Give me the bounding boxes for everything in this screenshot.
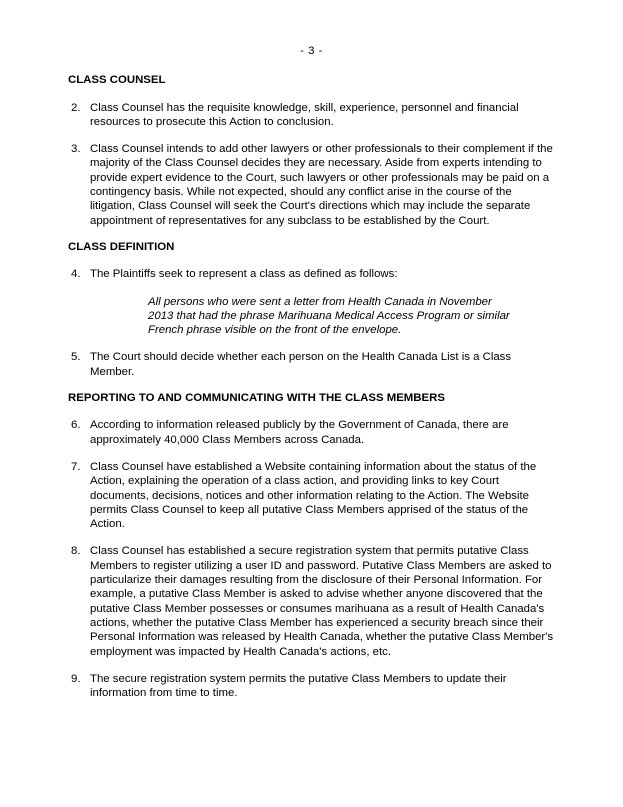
item-text: Class Counsel has established a secure registration system that permits putative Class Members to register utilizing a user ID and password. Putative Class Members are asked to particularize their damages resulting from the disclosure of their Personal Information. For example, a putative Class Member is asked to advise whether anyone discovered that the putative Class Member possesses or consumes marihuana as a result of Health Canada's actions, whether the putative Class Member has experienced a security breach since their Personal Information was released by Health Canada, whether the putative Class Member's employment was impacted by Health Canada's actions, etc.	[90, 545, 554, 658]
list-item	[68, 544, 555, 658]
page-number: - 3 -	[300, 45, 323, 57]
item-text: The secure registration system permits the putative Class Members to update their information from time to time.	[90, 672, 507, 700]
item-text: According to information released publicly by the Government of Canada, there are approximately 40,000 Class Members across Canada.	[90, 419, 509, 446]
item-text: Class Counsel has the requisite knowledge, skill, experience, personnel and financial resources to prosecute this Action to conclusion.	[90, 101, 519, 128]
item-number: 6.	[71, 419, 81, 432]
document-content	[0, 73, 623, 700]
item-number: 4.	[71, 268, 81, 281]
section-heading-reporting: REPORTING TO AND COMMUNICATING WITH THE CLASS MEMBERS	[68, 392, 445, 405]
list-item	[68, 672, 555, 701]
list-item	[68, 350, 555, 379]
list-item	[68, 267, 555, 281]
item-number: 9.	[71, 672, 81, 685]
item-number: 2.	[71, 101, 81, 114]
section-heading-class-definition: CLASS DEFINITION	[68, 240, 175, 253]
item-text: The Court should decide whether each person on the Health Canada List is a Class Member.	[90, 351, 512, 378]
list-item	[68, 101, 555, 130]
item-number: 8.	[71, 545, 81, 558]
item-text: Class Counsel intends to add other lawyers or other professionals to their complement if the majority of the Class Counsel decides they are necessary. Aside from experts intending to provide expert evidence to the Court, such lawyers or other professionals may be paid on a contingency basis. While not expected, should any conflict arise in the course of the litigation, Class Counsel will seek the Court's directions which may include the separate appointment of representatives for any subclass to be established by the Court.	[90, 143, 553, 227]
list-item	[68, 460, 555, 531]
item-number: 7.	[71, 460, 81, 473]
list-item	[68, 142, 555, 228]
item-text: Class Counsel have established a Website containing information about the status of the Action, explaining the operation of a class action, and providing links to key Court documents, decisions, notices and other information relating to the Action. The Website permits Class Counsel to keep all putative Class Members apprised of the status of the Action.	[90, 460, 537, 531]
item-number: 5.	[71, 351, 81, 364]
item-text: The Plaintiffs seek to represent a class as defined as follows:	[90, 268, 398, 281]
list-item	[68, 418, 555, 447]
class-definition-quote: All persons who were sent a letter from Health Canada in November 2013 that had the phrase Marihuana Medical Access Program or similar French phrase visible on the front of the envelope.	[148, 295, 510, 337]
item-number: 3.	[71, 143, 81, 156]
section-heading-class-counsel: CLASS COUNSEL	[68, 74, 166, 87]
